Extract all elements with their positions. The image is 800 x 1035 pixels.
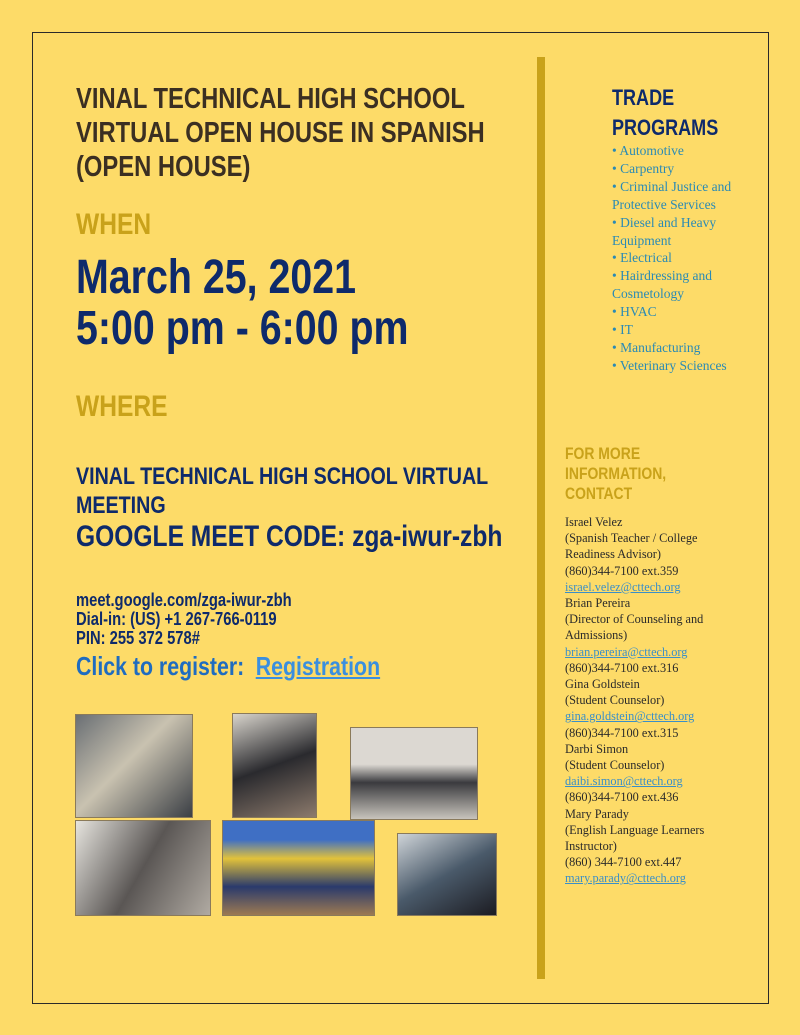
photo-group — [222, 820, 375, 916]
contact-entry — [565, 514, 745, 595]
contact-line: Readiness Advisor) — [565, 547, 661, 562]
list-item: • Electrical — [612, 250, 672, 266]
list-item: • Automotive — [612, 143, 684, 158]
contact-line: Gina Goldstein — [565, 677, 640, 692]
list-item: • IT — [612, 322, 633, 338]
list-item: • Criminal Justice and Protective Services — [612, 178, 732, 212]
list-item: • HVAC — [612, 304, 657, 320]
event-datetime — [76, 252, 481, 354]
title-line: (OPEN HOUSE) — [76, 151, 251, 183]
contact-line: Instructor) — [565, 839, 617, 854]
contact-line: (Spanish Teacher / College — [565, 531, 698, 546]
contacts-list — [565, 514, 745, 887]
photo-computer-lab — [397, 833, 497, 916]
list-item: • Veterinary Sciences — [612, 357, 727, 373]
photo-hairdressing — [232, 713, 317, 818]
contact-email-link[interactable]: mary.parady@cttech.org — [565, 871, 686, 886]
contact-entry — [565, 595, 745, 676]
contact-line: Mary Parady — [565, 806, 629, 821]
contact-email-link[interactable]: israel.velez@cttech.org — [565, 579, 681, 594]
event-time: 5:00 pm - 6:00 pm — [76, 302, 409, 355]
contact-line: Israel Velez — [565, 515, 623, 529]
contact-line: Darbi Simon — [565, 741, 629, 756]
contact-email-link[interactable]: gina.goldstein@cttech.org — [565, 709, 695, 724]
contact-entry — [565, 741, 745, 806]
title-line: VIRTUAL OPEN HOUSE IN SPANISH — [76, 117, 485, 149]
event-title — [76, 82, 574, 184]
trade-programs-list — [612, 142, 742, 375]
contact-email-link[interactable]: daibi.simon@cttech.org — [565, 774, 683, 789]
contact-phone: (860)344-7100 ext.315 — [565, 725, 679, 740]
contact-entry — [565, 676, 745, 741]
contact-line: (Director of Counseling and — [565, 612, 704, 627]
when-heading: WHEN — [76, 208, 152, 241]
list-item: • Carpentry — [612, 160, 675, 176]
contact-line: Brian Pereira — [565, 596, 631, 611]
list-item: • Manufacturing — [612, 339, 701, 355]
photo-first-aid — [350, 727, 478, 820]
where-heading: WHERE — [76, 390, 168, 423]
photo-veterinary — [75, 820, 211, 916]
photo-machining — [75, 714, 193, 818]
contact-entry — [565, 806, 745, 887]
title-line: VINAL TECHNICAL HIGH SCHOOL — [76, 83, 465, 115]
contact-line: (860) 344-7100 ext.447 — [565, 855, 682, 870]
contact-phone: (860)344-7100 ext.436 — [565, 790, 679, 805]
contact-line: (860)344-7100 ext.359 — [565, 563, 679, 578]
registration-link[interactable]: Registration — [255, 651, 381, 681]
event-date: March 25, 2021 — [76, 251, 357, 304]
contact-line: (English Language Learners — [565, 822, 705, 837]
dial-in-info — [76, 591, 339, 648]
register-row — [76, 651, 447, 682]
more-info-heading: FOR MORE INFORMATION, CONTACT — [565, 444, 667, 503]
pin: PIN: 255 372 578# — [76, 628, 200, 648]
list-item: • Diesel and Heavy Equipment — [612, 214, 717, 248]
meet-url: meet.google.com/zga-iwur-zbh — [76, 590, 292, 610]
trade-programs-heading: TRADE PROGRAMS — [612, 85, 719, 140]
contact-phone: (860)344-7100 ext.316 — [565, 660, 679, 675]
contact-line: (Student Counselor) — [565, 758, 665, 773]
meet-code: GOOGLE MEET CODE: zga-iwur-zbh — [76, 520, 503, 553]
list-item: • Hairdressing and Cosmetology — [612, 268, 712, 302]
contact-line: Admissions) — [565, 628, 628, 643]
contact-email-link[interactable]: brian.pereira@cttech.org — [565, 644, 688, 659]
register-label: Click to register: — [76, 651, 245, 681]
contact-line: (Student Counselor) — [565, 693, 665, 708]
meeting-name: VINAL TECHNICAL HIGH SCHOOL VIRTUAL MEETING — [76, 463, 489, 519]
dial-in-number: Dial-in: (US) +1 267-766-0119 — [76, 609, 277, 629]
